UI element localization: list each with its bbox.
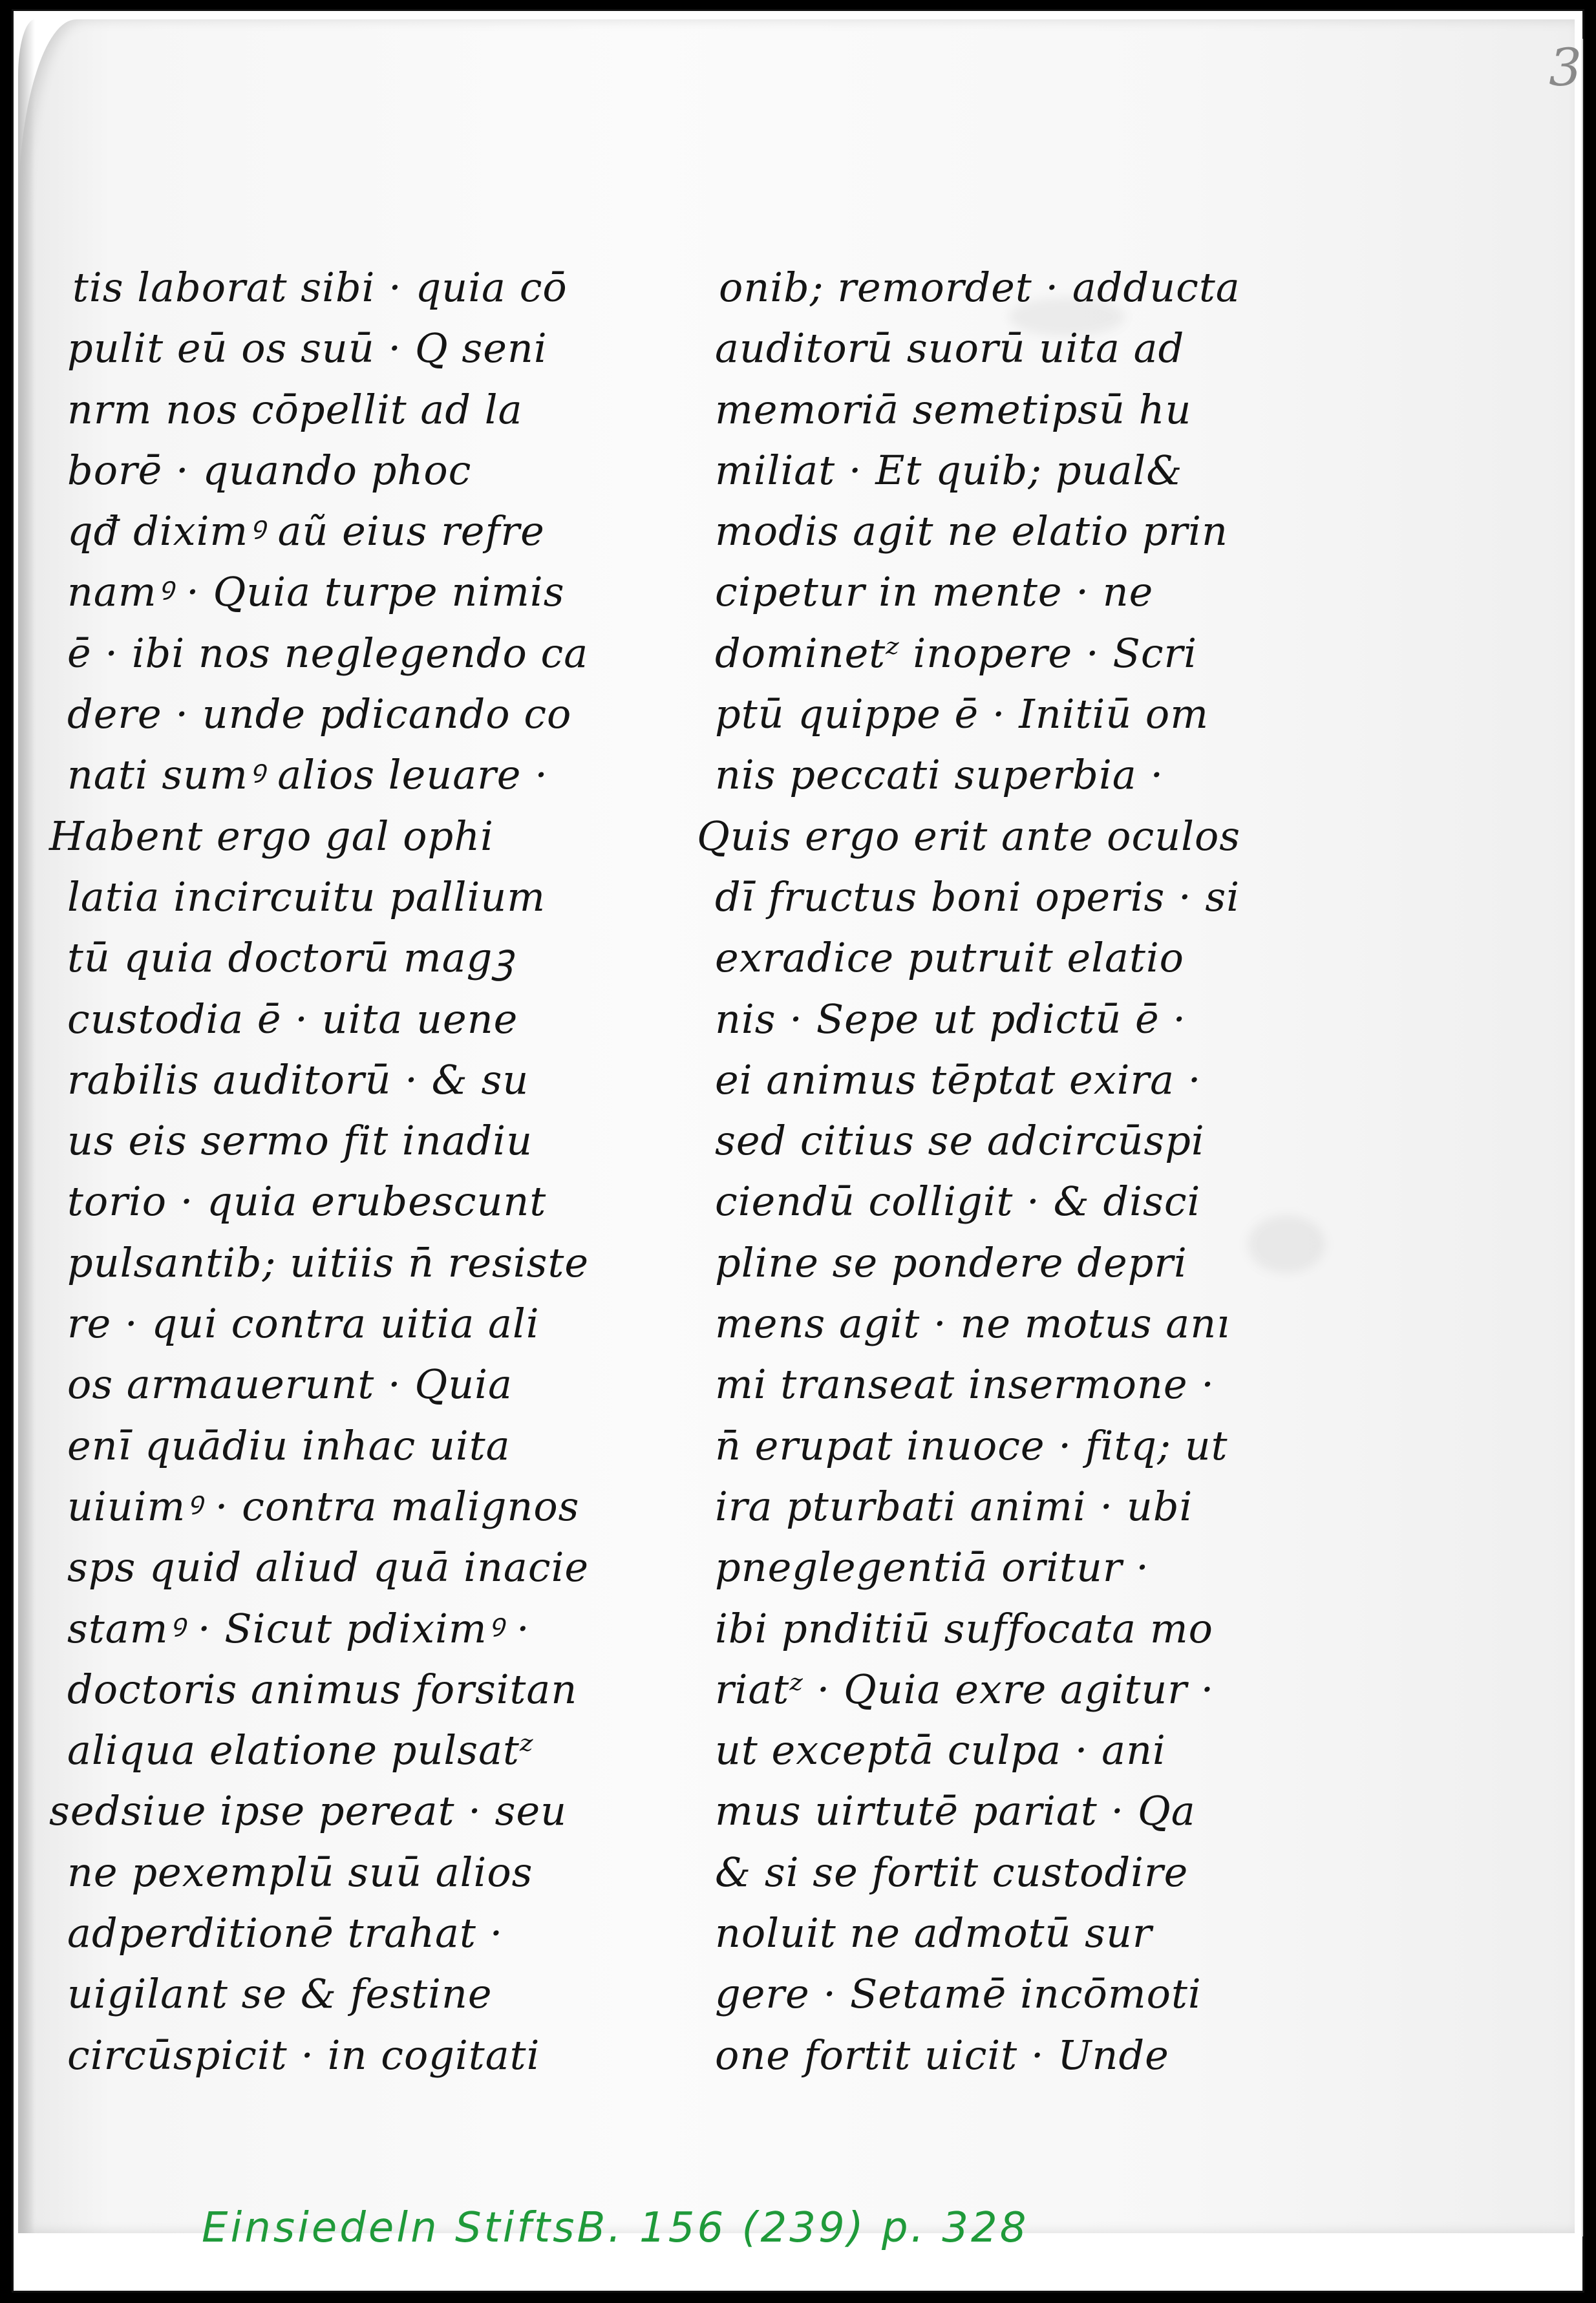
text-line: noluit ne admotū sur [715,1909,1153,1957]
text-line: adperditionē trahat · [67,1909,504,1957]
text-column-left [49,257,649,2086]
text-line: nrm nos cōpellit ad la [67,385,523,433]
text-line: namꝰ · Quia turpe nimis [67,568,565,616]
text-line: dī fructus boni operis · si [715,873,1240,920]
text-line: mus uirtutē pariat · Qa [715,1787,1196,1835]
text-line: tis laborat sibi · quia cō [72,264,568,311]
text-line: rabilis auditorū · & su [67,1056,529,1103]
text-line: borē · quando phoc [67,446,472,494]
text-line: riatᶻ · Quia exre agitur · [715,1665,1215,1713]
text-line: pulit eū os suū · Q seni [67,324,548,372]
text-line: ciendū colligit · & disci [715,1178,1201,1226]
text-line: n̄ erupat inuoce · fitq; ut [715,1421,1228,1469]
text-line: Quis ergo erit ante oculos [697,812,1241,860]
text-line: nati sumꝰ alios leuare · [67,751,548,799]
text-line: uigilant se & festine [67,1970,493,2018]
leaf-edge [1582,39,1583,2236]
text-line: uiuimꝰ · contra malignos [67,1482,580,1530]
text-line: one fortit uicit · Unde [715,2031,1169,2079]
text-line: doctoris animus forsitan [67,1665,578,1713]
text-line: pline se pondere depri [715,1238,1187,1286]
text-line: tū quia doctorū magꝫ [67,934,515,982]
text-line: latia incircuitu pallium [67,873,546,920]
text-line: circūspicit · in cogitati [67,2031,540,2079]
shelfmark-annotation: Einsiedeln StiftsB. 156 (239) p. 328 [202,2204,1029,2252]
folio-number: 3 [1549,37,1582,98]
text-line: ē · ibi nos neglegendo ca [67,629,589,677]
text-line: sedsiue ipse pereat · seu [49,1787,568,1835]
text-line: mi transeat insermone · [715,1361,1215,1408]
text-line: memoriā semetipsū hu [715,385,1192,433]
text-line: nis · Sepe ut pdictū ē · [715,995,1187,1043]
text-line: dominetᶻ inopere · Scri [715,629,1198,677]
text-line: custodia ē · uita uene [67,995,518,1043]
text-line: re · qui contra uitia ali [67,1300,540,1348]
text-line: pulsantib; uitiis n̄ resiste [67,1238,590,1286]
text-line: mens agit · ne motus anı [715,1300,1231,1348]
text-line: pneglegentiā oritur · [715,1544,1149,1591]
text-line: cipetur in mente · ne [715,568,1154,616]
text-line: Habent ergo gal ophi [49,812,494,860]
text-line: dere · unde pdicando co [67,690,572,738]
text-line: gere · Setamē incōmoti [715,1970,1202,2018]
text-line: stamꝰ · Sicut pdiximꝰ · [67,1604,530,1652]
text-line: aliqua elatione pulsatᶻ [67,1726,534,1774]
text-line: exradice putruit elatio [715,934,1185,982]
text-line: os armauerunt · Quia [67,1361,513,1408]
text-line: sed citius se adcircūspi [715,1117,1205,1165]
text-line: enī quādiu inhac uita [67,1421,511,1469]
text-line: us eis sermo fit inadiu [67,1117,533,1165]
text-line: ibi pnditiū suffocata mo [715,1604,1213,1652]
text-line: sps quid aliud quā inacie [67,1544,590,1591]
text-line: qđ diximꝰ aũ eius refre [67,507,545,555]
text-line: miliat · Et quib; pual& [715,446,1183,494]
binding-gutter [18,19,35,2233]
text-line: auditorū suorū uita ad [715,324,1185,372]
text-line: ptū quippe ē · Initiū om [715,690,1209,738]
text-line: & si se fortit custodire [715,1848,1189,1896]
text-line: ne pexemplū suū alios [67,1848,533,1896]
text-column-right [697,257,1335,2086]
text-line: onib; remordet · adducta [719,264,1240,311]
text-line: ira pturbati animi · ubi [715,1482,1193,1530]
text-line: ut exceptā culpa · ani [715,1726,1166,1774]
text-line: ei animus tēptat exira · [715,1056,1202,1103]
text-line: nis peccati superbia · [715,751,1164,799]
text-line: torio · quia erubescunt [67,1178,547,1226]
text-line: modis agit ne elatio prin [715,507,1228,555]
